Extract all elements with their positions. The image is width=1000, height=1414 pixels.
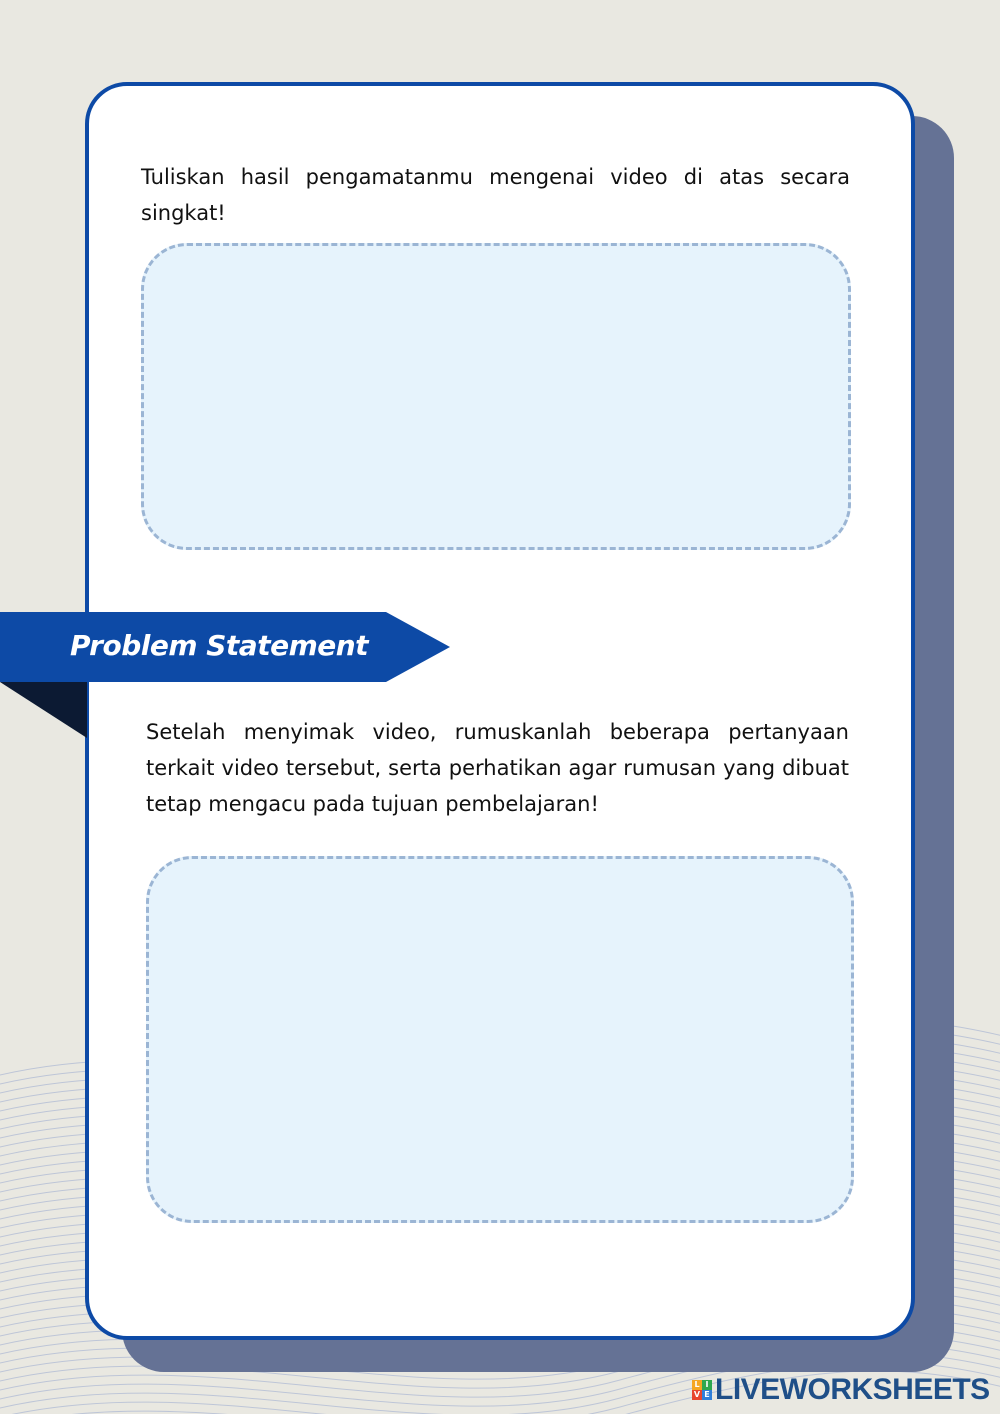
- observation-answer-box[interactable]: [141, 243, 851, 550]
- problem-prompt: Setelah menyimak video, rumuskanlah beberapa pertanyaan terkait video tersebut, serta perhatikan agar rumusan yang dibuat tetap mengacu pada tujuan pembelajaran!: [146, 720, 849, 816]
- logo-cell: V: [693, 1390, 701, 1399]
- liveworksheets-brand: [692, 1375, 990, 1405]
- observation-prompt: Tuliskan hasil pengamatanmu mengenai video di atas secara singkat!: [141, 165, 850, 225]
- banner-fold: [0, 682, 87, 738]
- logo-cell: I: [702, 1380, 712, 1390]
- problem-questions-answer-box[interactable]: [146, 856, 854, 1223]
- brand-name: LIVEWORKSHEETS: [715, 1373, 990, 1406]
- section-title: Problem Statement: [70, 629, 369, 662]
- liveworksheets-logo-icon: [692, 1380, 712, 1400]
- logo-cell: E: [702, 1390, 712, 1400]
- logo-cell: L: [692, 1380, 702, 1390]
